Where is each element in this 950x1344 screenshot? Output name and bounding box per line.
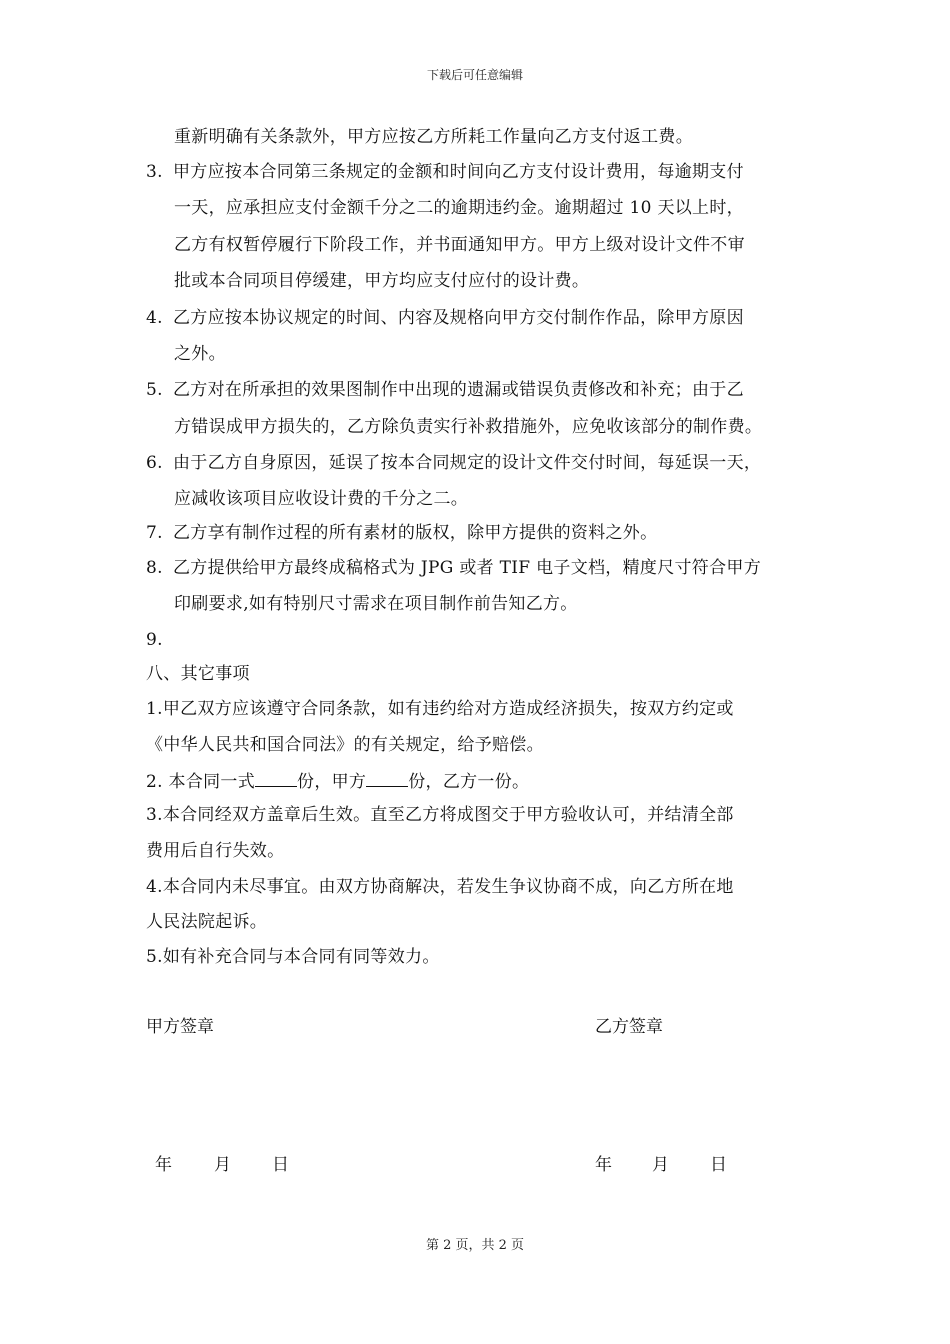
- item-7-number: 7.: [146, 523, 163, 543]
- item-8-line-1: [146, 557, 761, 579]
- clause-3-line-1: 3.本合同经双方盖章后生效。直至乙方将成图交于甲方验收认可，并结清全部: [146, 805, 734, 825]
- item-4-line-1: [146, 307, 744, 329]
- item-5-number: 5.: [146, 380, 163, 400]
- item-3-line-4: 批或本合同项目停缓建，甲方均应支付应付的设计费。: [174, 271, 590, 291]
- clause-5-line-1: 5.如有补充合同与本合同有同等效力。: [146, 947, 440, 967]
- item-3-number: 3.: [146, 162, 163, 182]
- party-a-date-day: 日: [272, 1155, 289, 1175]
- item-6-line-2: 应减收该项目应收设计费的千分之二。: [174, 489, 469, 509]
- section-8-title: 八、其它事项: [146, 664, 250, 684]
- item-4-number: 4.: [146, 308, 163, 328]
- item-8-line-2: 印刷要求,如有特别尺寸需求在项目制作前告知乙方。: [174, 594, 578, 614]
- item-6-line-1: [146, 452, 761, 474]
- clause-3-line-2: 费用后自行失效。: [146, 841, 285, 861]
- item-7-text-1: 乙方享有制作过程的所有素材的版权，除甲方提供的资料之外。: [173, 523, 658, 543]
- page-footer: 第 2 页，共 2 页: [425, 1238, 525, 1253]
- party-a-signature-label: 甲方签章: [146, 1017, 214, 1037]
- copies-blank-field[interactable]: [255, 770, 297, 787]
- clause-2-line: [146, 770, 529, 793]
- item-3-text-1: 甲方应按本合同第三条规定的金额和时间向乙方支付设计费用，每逾期支付: [173, 162, 744, 182]
- clause-2-text-b: 份，甲方: [297, 772, 367, 792]
- item-6-text-1: 由于乙方自身原因，延误了按本合同规定的设计文件交付时间，每延误一天，: [173, 453, 762, 473]
- party-b-date-month: 月: [652, 1155, 669, 1175]
- party-b-signature-label: 乙方签章: [595, 1017, 663, 1037]
- item-5-line-1: [146, 379, 744, 401]
- item-8-text-1: 乙方提供给甲方最终成稿格式为 JPG 或者 TIF 电子文档，精度尺寸符合甲方: [173, 558, 761, 578]
- party-a-date-year: 年: [155, 1155, 172, 1175]
- item-4-text-1: 乙方应按本协议规定的时间、内容及规格向甲方交付制作作品，除甲方原因: [173, 308, 744, 328]
- item-3-line-2: 一天，应承担应支付金额千分之二的逾期违约金。逾期超过 10 天以上时，: [174, 198, 744, 218]
- party-a-copies-blank-field[interactable]: [366, 770, 408, 787]
- item-9-number: 9.: [146, 630, 163, 650]
- party-a-date: [155, 1154, 289, 1176]
- clause-1-line-2: 《中华人民共和国合同法》的有关规定，给予赔偿。: [146, 735, 544, 755]
- party-b-date-day: 日: [710, 1155, 727, 1175]
- item-5-text-1: 乙方对在所承担的效果图制作中出现的遗漏或错误负责修改和补充；由于乙: [173, 380, 744, 400]
- clause-2-text-c: 份，乙方一份。: [408, 772, 530, 792]
- item-3-line-3: 乙方有权暂停履行下阶段工作，并书面通知甲方。甲方上级对设计文件不审: [174, 235, 745, 255]
- item-8-number: 8.: [146, 558, 163, 578]
- item-4-line-2: 之外。: [174, 344, 226, 364]
- item-5-line-2: 方错误成甲方损失的，乙方除负责实行补救措施外，应免收该部分的制作费。: [174, 417, 763, 437]
- page-header: 下载后可任意编辑: [426, 68, 523, 82]
- party-b-date: [595, 1154, 727, 1176]
- clause-4-line-1: 4.本合同内未尽事宜。由双方协商解决，若发生争议协商不成，向乙方所在地: [146, 877, 734, 897]
- item-3-line-1: [146, 161, 744, 183]
- clause-2-text-a: 2. 本合同一式: [146, 772, 256, 792]
- item-6-number: 6.: [146, 453, 163, 473]
- item-2-continuation: 重新明确有关条款外，甲方应按乙方所耗工作量向乙方支付返工费。: [174, 127, 693, 147]
- party-a-date-month: 月: [214, 1155, 231, 1175]
- clause-1-line-1: 1.甲乙双方应该遵守合同条款，如有违约给对方造成经济损失，按双方约定或: [146, 699, 734, 719]
- item-7-line-1: [146, 522, 657, 544]
- party-b-date-year: 年: [595, 1155, 612, 1175]
- clause-4-line-2: 人民法院起诉。: [146, 912, 268, 932]
